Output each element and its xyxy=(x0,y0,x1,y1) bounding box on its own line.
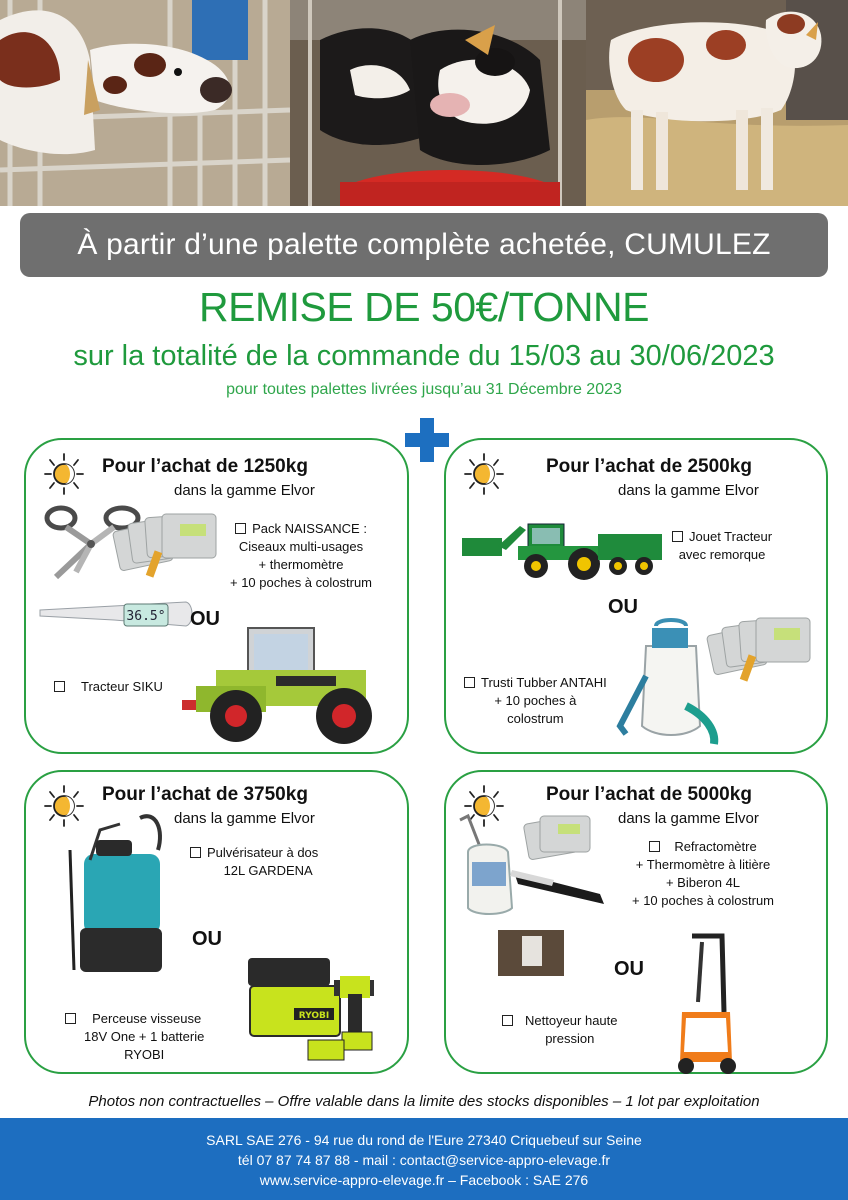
calf-photo xyxy=(0,0,290,206)
sun-icon xyxy=(464,452,504,496)
option-a-checkbox[interactable] xyxy=(649,841,660,852)
sun-icon xyxy=(44,452,84,496)
option-a-text: Pack NAISSANCE : Ciseaux multi-usages + thermomètre + 10 poches à colostrum xyxy=(230,521,372,590)
option-b-text: Nettoyeur haute pression xyxy=(502,1012,618,1048)
offer-title: Pour l’achat de 5000kg xyxy=(546,784,752,805)
or-label: OU xyxy=(192,928,222,950)
ryobi-drill-icon xyxy=(244,950,396,1066)
option-b-checkbox[interactable] xyxy=(464,677,475,688)
option-b-checkbox[interactable] xyxy=(54,681,65,692)
footer xyxy=(0,1118,848,1200)
colostrum-bags-icon xyxy=(110,506,230,590)
offer-card-1250kg xyxy=(24,438,409,754)
option-b-checkbox[interactable] xyxy=(65,1013,76,1024)
pressure-washer-icon xyxy=(662,932,752,1076)
offer-subtitle: dans la gamme Elvor xyxy=(618,482,759,499)
calf-drinking-photo xyxy=(290,0,586,206)
offer-subtitle: dans la gamme Elvor xyxy=(174,482,315,499)
promo-banner xyxy=(20,213,828,277)
option-a-checkbox[interactable] xyxy=(190,847,201,858)
refractometer-kit-icon xyxy=(454,812,622,976)
plus-icon xyxy=(405,418,449,462)
option-a-checkbox[interactable] xyxy=(235,523,246,534)
banner-text: À partir d’une palette complète achetée, CUMULEZ xyxy=(77,228,771,261)
contact-info: tél 07 87 74 87 88 - mail : contact@service-appro-elevage.fr xyxy=(237,1152,611,1168)
delivery-condition: pour toutes palettes livrées jusqu’au 31 Décembre 2023 xyxy=(226,381,622,398)
disclaimer: Photos non contractuelles – Offre valable dans la limite des stocks disponibles – 1 lot par exploitation xyxy=(88,1093,760,1110)
thermometer-icon xyxy=(36,596,196,632)
offer-subtitle: dans la gamme Elvor xyxy=(618,810,759,827)
offer-period: sur la totalité de la commande du 15/03 au 30/06/2023 xyxy=(73,340,775,372)
or-label: OU xyxy=(190,608,220,630)
website-facebook: www.service-appro-elevage.fr – Facebook : SAE 276 xyxy=(259,1172,589,1188)
or-label: OU xyxy=(608,596,638,618)
option-a-text: Jouet Tracteur avec remorque xyxy=(672,528,772,564)
option-a-text: Refractomètre + Thermomètre à litière + Biberon 4L + 10 poches à colostrum xyxy=(632,839,774,908)
offer-card-3750kg xyxy=(24,770,409,1074)
ryobi-label: RYOBI xyxy=(298,1011,330,1021)
option-a-checkbox[interactable] xyxy=(672,531,683,542)
trusti-tubber-icon xyxy=(616,616,726,746)
option-a-text: Pulvérisateur à dos 12L GARDENA xyxy=(190,844,318,880)
offer-title: Pour l’achat de 2500kg xyxy=(546,456,752,477)
backpack-sprayer-icon xyxy=(60,810,170,978)
tractor-siku-icon xyxy=(176,620,396,746)
offer-title: Pour l’achat de 1250kg xyxy=(102,456,308,477)
option-b-checkbox[interactable] xyxy=(502,1015,513,1026)
offer-card-2500kg xyxy=(444,438,828,754)
or-label: OU xyxy=(614,958,644,980)
discount-headline: REMISE DE 50€/TONNE xyxy=(199,284,649,330)
option-b-text: Trusti Tubber ANTAHI + 10 poches à colostrum xyxy=(464,674,607,728)
calf-standing-photo xyxy=(586,0,848,206)
company-address: SARL SAE 276 - 94 rue du rond de l'Eure 27340 Criquebeuf sur Seine xyxy=(206,1132,642,1148)
toy-tractor-icon xyxy=(458,516,668,582)
offer-subtitle: dans la gamme Elvor xyxy=(174,810,315,827)
option-b-text: Perceuse visseuse 18V One + 1 batterie RYOBI xyxy=(62,1010,204,1064)
thermometer-display: 36.5° xyxy=(126,609,166,624)
offer-card-5000kg xyxy=(444,770,828,1074)
header-photo-strip xyxy=(0,0,848,206)
option-b-text: Tracteur SIKU xyxy=(54,678,163,696)
offer-title: Pour l’achat de 3750kg xyxy=(102,784,308,805)
